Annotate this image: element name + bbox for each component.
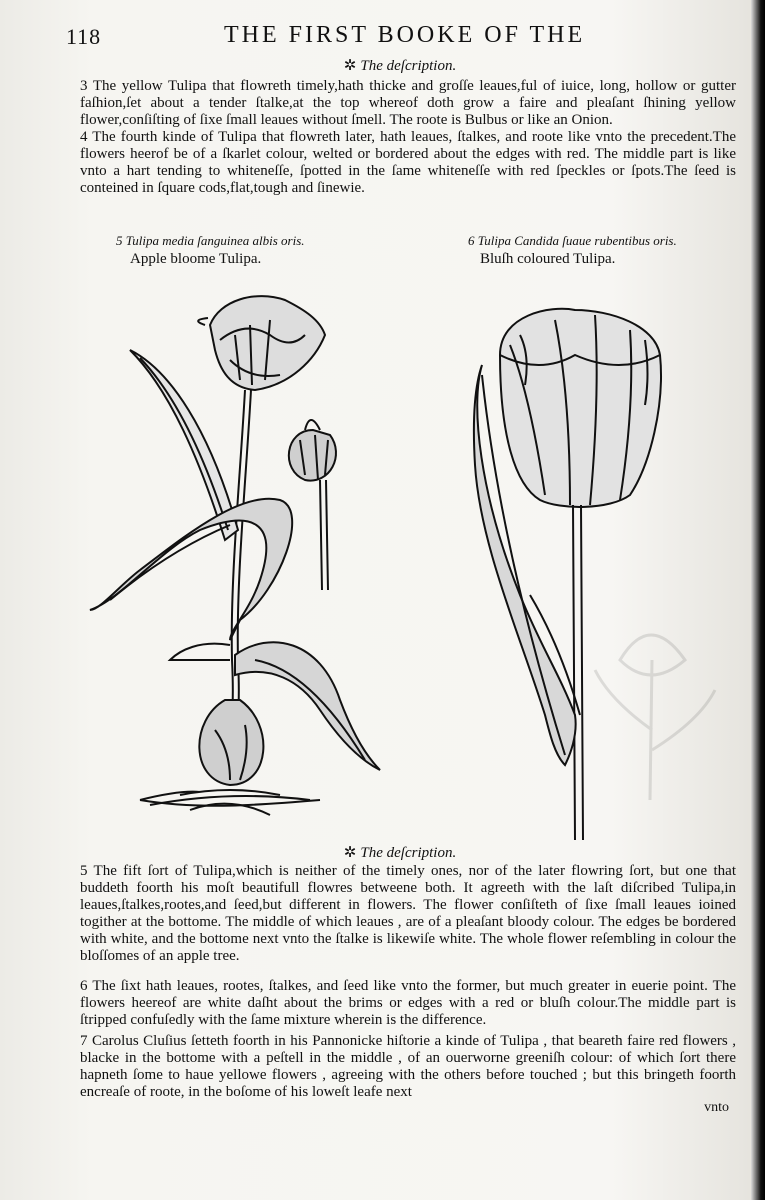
figure-6-latin-name: 6 Tulipa Candida ſuaue rubentibus oris. xyxy=(468,233,677,248)
figure-6-english-name: Bluſh coloured Tulipa. xyxy=(480,251,616,267)
asterism-icon: ✲ xyxy=(343,845,357,861)
page-gutter-shadow xyxy=(751,0,765,1200)
blush-coloured-tulip-woodcut xyxy=(460,295,680,845)
paragraph-5: 5 The fift ſort of Tulipa,which is neither of the timely ones, nor of the later flowring ſort, but one that buddeth foorth his moſt beautifull flowres betweene both. It agreeth with the laſt diſcribed Tulipa,in leaues,ſtalkes,rootes,and ſeed,but different in flowers. The flower conſiſteth of ſixe ſmall leaues ioined togither at the bottome. The middle of which leaues , are of a pleaſant bloody colour. The edges be bordered with white, and the bottome next vnto the ſtalke is likewiſe white. The whole flower reſembling in colour the bloſſomes of an apple tree. xyxy=(80,863,736,964)
figure-caption-5 xyxy=(116,232,305,268)
description-heading-bottom: ✲ The deſcription. xyxy=(343,845,457,861)
catchword: vnto xyxy=(704,1100,729,1115)
figure-5-latin-name: 5 Tulipa media ſanguinea albis oris. xyxy=(116,233,305,248)
figure-caption-6 xyxy=(468,232,677,268)
paragraph-4: 4 The fourth kinde of Tulipa that flowreth later, hath leaues, ſtalkes, and roote like vnto the precedent.The flowers heerof be of a ſkarlet colour, welted or bordered about the edges with red. The middle part is like vnto a hart tending to whiteneſſe, ſpotted in the ſame whiteneſſe with red ſpeckles or ſpots.The ſeed is conteined in ſquare cods,flat,tough and ſinewie. xyxy=(80,129,736,196)
running-title: THE FIRST BOOKE OF THE xyxy=(224,22,586,48)
paragraph-6: 6 The ſixt hath leaues, rootes, ſtalkes, and ſeed like vnto the former, but much greater in euerie point. The flowers heereof are white daſht about the brims or edges with a red or bluſh colour.The middle part is ſtripped confuſedly with the ſame mixture wherein is the difference. xyxy=(80,978,736,1028)
page-number: 118 xyxy=(66,24,102,49)
figure-5-english-name: Apple bloome Tulipa. xyxy=(130,251,262,267)
description-heading-top: ✲ The deſcription. xyxy=(343,58,457,74)
apple-bloome-tulip-woodcut xyxy=(80,280,390,840)
paragraph-7: 7 Carolus Cluſius ſetteth foorth in his Pannonicke hiſtorie a kinde of Tulipa , that beareth faire red flowers , blacke in the bottome with a peſtell in the middle , of an ouerworne greeniſh colour: of which ſort there hapneth ſome to haue yellowe flowers , agreeing with the others before touched ; but this bringeth foorth encreaſe of roote, in the boſome of his loweſt leafe next xyxy=(80,1033,736,1100)
asterism-icon: ✲ xyxy=(343,58,357,74)
page-header xyxy=(66,22,686,54)
paragraph-3: 3 The yellow Tulipa that flowreth timely,hath thicke and groſſe leaues,ful of iuice, long, hollow or gutter faſhion,ſet about a tender ſtalke,at the top whereof doth grow a faire and pleaſant ſhining yellow flower,conſiſting of ſixe ſmall leaues without ſmell. The roote is Bulbus or like an Onion. xyxy=(80,78,736,128)
